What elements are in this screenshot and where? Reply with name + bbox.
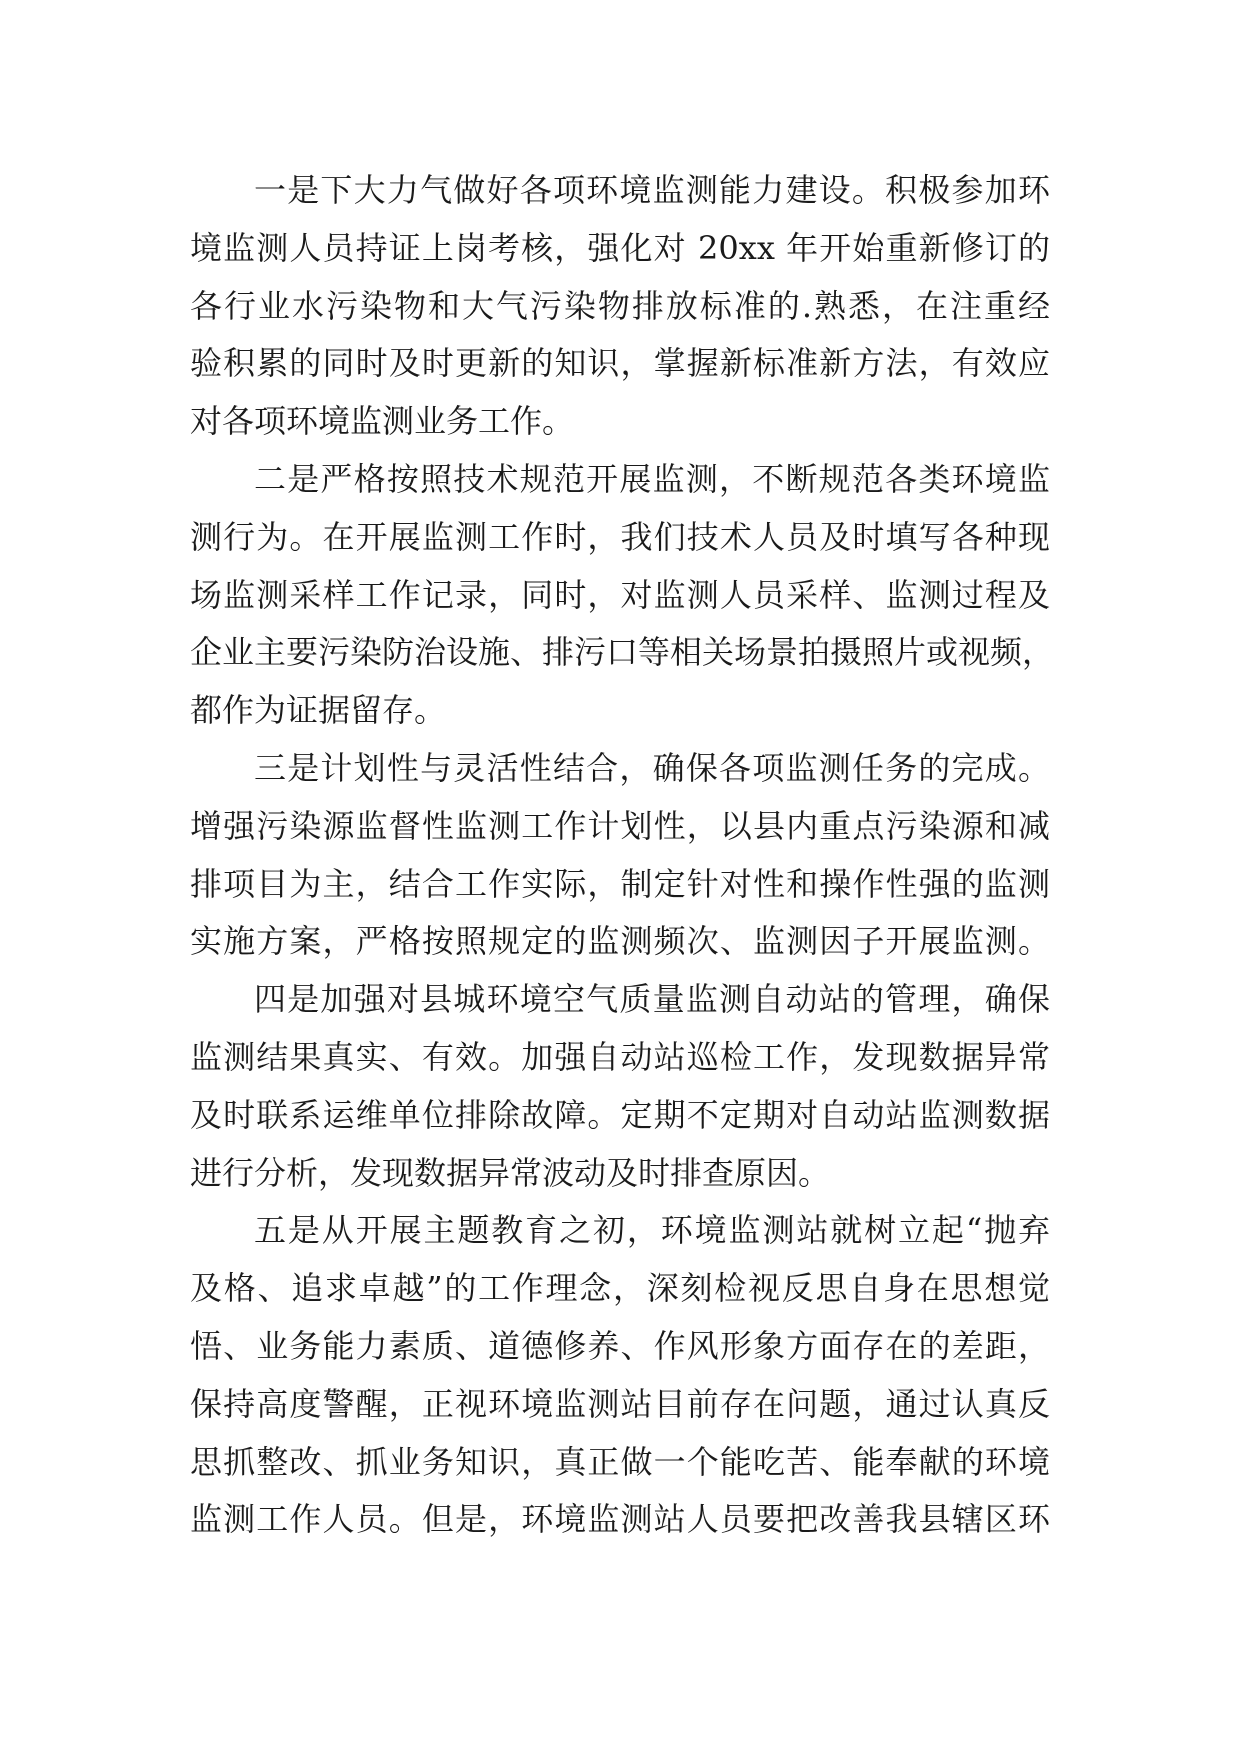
paragraph-5-line-4: 保持高度警醒，正视环境监测站目前存在问题，通过认真反 — [190, 1384, 1050, 1423]
paragraph-5-line-3: 悟、业务能力素质、道德修养、作风形象方面存在的差距， — [190, 1326, 1050, 1365]
paragraph-1-line-4: 验积累的同时及时更新的知识，掌握新标准新方法，有效应 — [190, 344, 1050, 383]
paragraph-5-line-1: 五是从开展主题教育之初，环境监测站就树立起“抛弃 — [254, 1211, 1050, 1250]
paragraph-1-line-1: 一是下大力气做好各项环境监测能力建设。积极参加环 — [254, 171, 1050, 209]
paragraph-5-line-2: 及格、追求卓越”的工作理念，深刻检视反思自身在思想觉 — [190, 1269, 1050, 1308]
paragraph-5-line-6: 监测工作人员。但是，环境监测站人员要把改善我县辖区环 — [190, 1500, 1050, 1539]
paragraph-3-line-4: 实施方案，严格按照规定的监测频次、监测因子开展监测。 — [190, 922, 1050, 961]
paragraph-3-line-1: 三是计划性与灵活性结合，确保各项监测任务的完成。 — [254, 748, 1050, 787]
paragraph-5-line-5: 思抓整改、抓业务知识，真正做一个能吃苦、能奉献的环境 — [190, 1442, 1050, 1481]
paragraph-2-line-3: 场监测采样工作记录，同时，对监测人员采样、监测过程及 — [190, 575, 1050, 614]
paragraph-3-line-2: 增强污染源监督性监测工作计划性，以县内重点污染源和减 — [190, 806, 1050, 845]
paragraph-1-line-3: 各行业水污染物和大气污染物排放标准的.熟悉，在注重经 — [190, 286, 1050, 325]
paragraph-2-line-1: 二是严格按照技术规范开展监测，不断规范各类环境监 — [254, 459, 1050, 498]
paragraph-4-line-1: 四是加强对县城环境空气质量监测自动站的管理，确保 — [254, 980, 1050, 1019]
paragraph-1-line-5: 对各项环境监测业务工作。 — [190, 402, 575, 441]
paragraph-3-line-3: 排项目为主，结合工作实际，制定针对性和操作性强的监测 — [190, 864, 1050, 903]
paragraph-4-line-2: 监测结果真实、有效。加强自动站巡检工作，发现数据异常 — [190, 1037, 1050, 1076]
paragraph-4-line-4: 进行分析，发现数据异常波动及时排查原因。 — [190, 1153, 831, 1192]
paragraph-2-line-5: 都作为证据留存。 — [190, 691, 447, 730]
paragraph-4-line-3: 及时联系运维单位排除故障。定期不定期对自动站监测数据 — [190, 1095, 1050, 1134]
paragraph-1-line-2: 境监测人员持证上岗考核，强化对 20xx 年开始重新修订的 — [190, 228, 1050, 267]
document-body — [190, 162, 1055, 1549]
paragraph-2-line-4: 企业主要污染防治设施、排污口等相关场景拍摄照片或视频， — [190, 633, 1055, 672]
paragraph-2-line-2: 测行为。在开展监测工作时，我们技术人员及时填写各种现 — [190, 517, 1050, 556]
